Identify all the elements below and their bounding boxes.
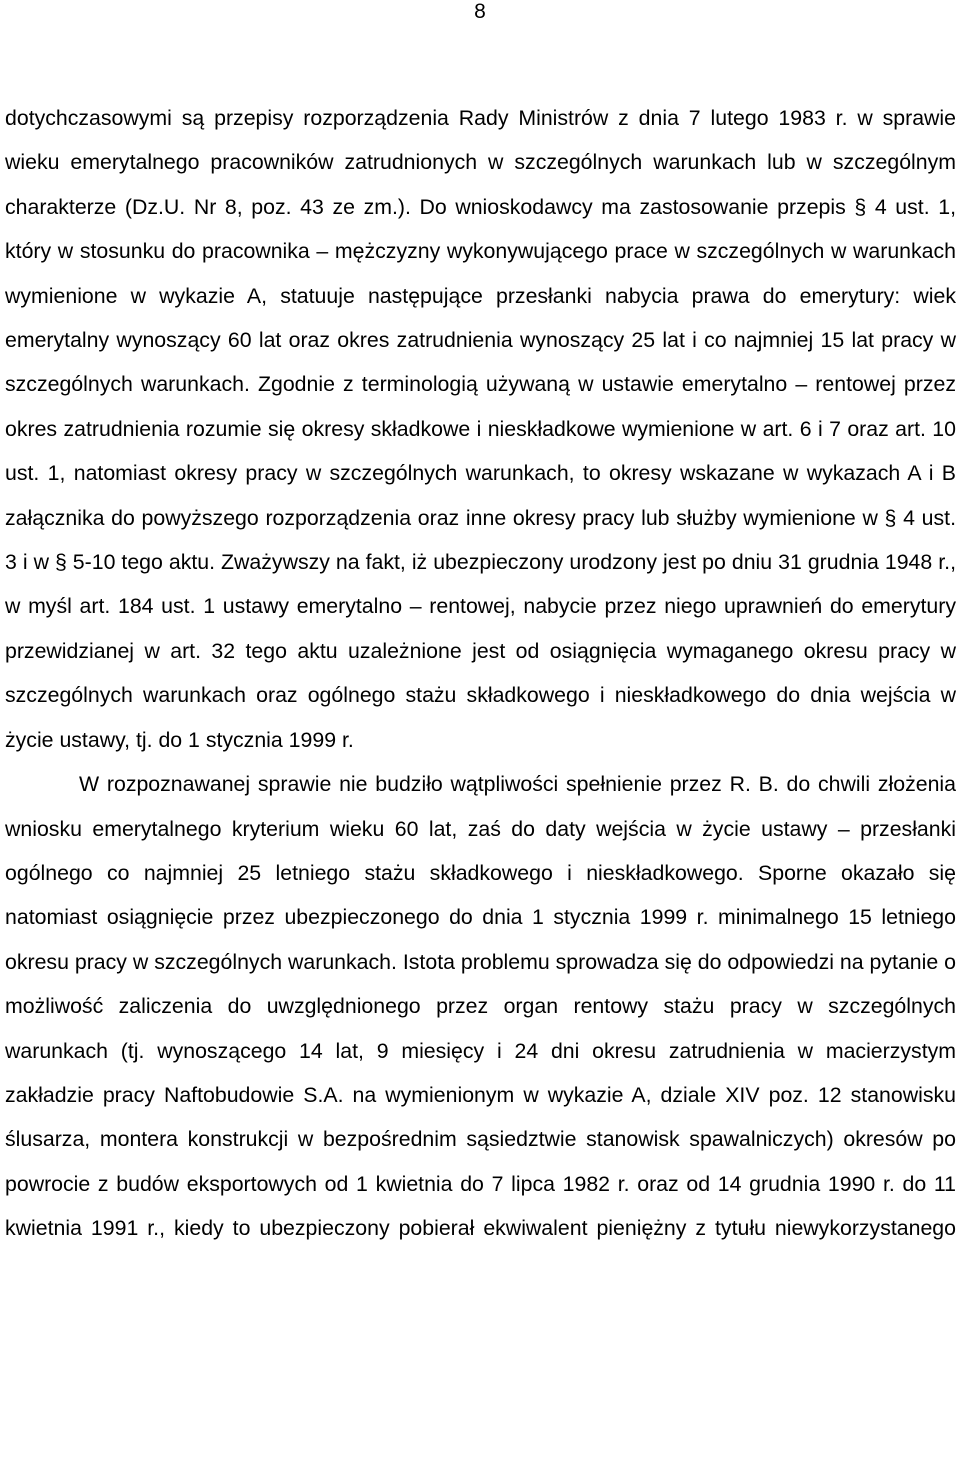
page-number: 8 bbox=[474, 0, 486, 23]
paragraph: W rozpoznawanej sprawie nie budziło wątpliwości spełnienie przez R. B. do chwili złożenia wniosku emerytalnego kryterium wieku 60 lat, zaś do daty wejścia w życie ustawy – przesłanki ogólnego co najmniej 25 letniego stażu składkowego i nieskładkowego. Sporne okazało się natomiast osiągnięcie przez ubezpieczonego do dnia 1 stycznia 1999 r. minimalnego 15 letniego okresu pracy w szczególnych warunkach. Istota problemu sprowadza się do odpowiedzi na pytanie o możliwość zaliczenia do uwzględnionego przez organ rentowy stażu pracy w szczególnych warunkach (tj. wynoszącego 14 lat, 9 miesięcy i 24 dni okresu zatrudnienia w macierzystym zakładzie pracy Naftobudowie S.A. na wymienionym w wykazie A, dziale XIV poz. 12 stanowisku ślusarza, montera konstrukcji w bezpośrednim sąsiedztwie stanowisk spawalniczych) okresów po powrocie z budów eksportowych od 1 kwietnia do 7 lipca 1982 r. oraz od 14 grudnia 1990 r. do 11 kwietnia 1991 r., kiedy to ubezpieczony pobierał ekwiwalent pieniężny z tytułu niewykorzystanego bbox=[5, 772, 956, 1241]
paragraph: dotychczasowymi są przepisy rozporządzenia Rady Ministrów z dnia 7 lutego 1983 r. w sprawie wieku emerytalnego pracowników zatrudnionych w szczególnych warunkach lub w szczególnym charakterze (Dz.U. Nr 8, poz. 43 ze zm.). Do wnioskodawcy ma zastosowanie przepis § 4 ust. 1, który w stosunku do pracownika – mężczyzny wykonywującego prace w szczególnych w warunkach wymienione w wykazie A, statuuje następujące przesłanki nabycia prawa do emerytury: wiek emerytalny wynoszący 60 lat oraz okres zatrudnienia wynoszący 25 lat i co najmniej 15 lat pracy w szczególnych warunkach. Zgodnie z terminologią używaną w ustawie emerytalno – rentowej przez okres zatrudnienia rozumie się okresy składkowe i nieskładkowe wymienione w art. 6 i 7 oraz art. 10 ust. 1, natomiast okresy pracy w szczególnych warunkach, to okresy wskazane w wykazach A i B załącznika do powyższego rozporządzenia oraz inne okresy pracy lub służby wymienione w § 4 ust. 3 i w § 5-10 tego aktu. Zważywszy na fakt, iż ubezpieczony urodzony jest po dniu 31 grudnia 1948 r., w myśl art. 184 ust. 1 ustawy emerytalno – rentowej, nabycie przez niego uprawnień do emerytury przewidzianej w art. 32 tego aktu uzależnione jest od osiągnięcia wymaganego okresu pracy w szczególnych warunkach oraz ogólnego stażu składkowego i nieskładkowego do dnia wejścia w życie ustawy, tj. do 1 stycznia 1999 r. bbox=[5, 106, 956, 752]
document-body bbox=[5, 96, 956, 1251]
